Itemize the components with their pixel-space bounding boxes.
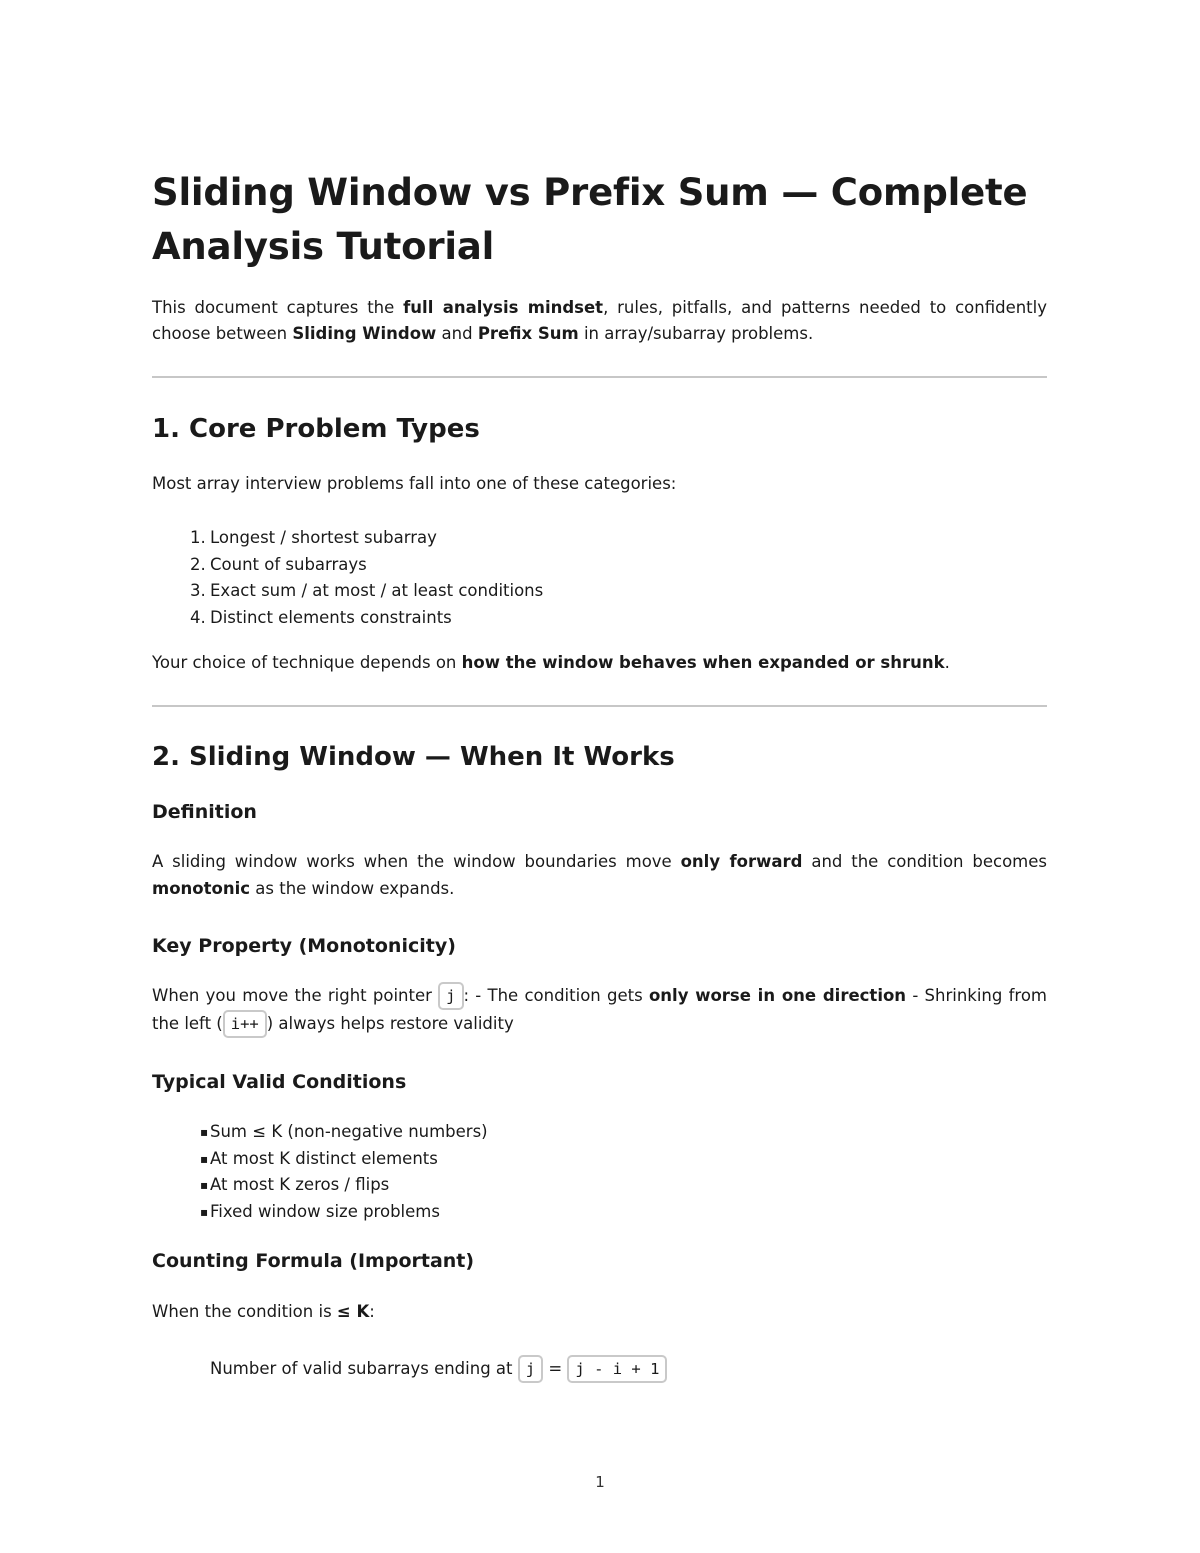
- list-item: ▪ Sum ≤ K (non-negative numbers): [152, 1119, 488, 1146]
- subsection-heading: Definition: [152, 801, 257, 823]
- horizontal-rule: [152, 705, 1047, 707]
- list-item: 3. Exact sum / at most / at least conditions: [190, 581, 544, 600]
- problem-types-list: [152, 525, 543, 631]
- inline-code: j: [518, 1355, 543, 1383]
- bold-text: Prefix Sum: [477, 324, 579, 343]
- inline-code: i++: [223, 1010, 267, 1038]
- subsection-heading: Counting Formula (Important): [152, 1250, 475, 1272]
- horizontal-rule: [152, 376, 1047, 378]
- bold-text: Sliding Window: [292, 324, 437, 343]
- bullet-icon: ▪: [200, 1204, 209, 1219]
- bold-text: monotonic: [152, 879, 251, 898]
- list-item: ▪ At most K zeros / flips: [152, 1172, 488, 1199]
- bold-text: full analysis mindset: [403, 298, 604, 317]
- list-item: 4. Distinct elements constraints: [190, 607, 452, 627]
- intro-paragraph: This document captures the full analysis mindset, rules, pitfalls, and patterns needed to confidently choose between Sliding Window and Prefix Sum in array/subarray problems.: [152, 298, 1048, 343]
- bold-text: how the window behaves when expanded or shrunk: [461, 653, 945, 672]
- list-item: ▪ At most K distinct elements: [152, 1146, 488, 1173]
- section-heading: 2. Sliding Window — When It Works: [152, 742, 675, 772]
- subsection-heading: Typical Valid Conditions: [152, 1071, 407, 1093]
- bold-text: only forward: [680, 852, 803, 871]
- bullet-icon: ▪: [200, 1178, 209, 1192]
- bold-text: only worse in one direction: [648, 986, 907, 1005]
- list-item: 2. Count of subarrays: [190, 554, 367, 574]
- subsection-heading: Key Property (Monotonicity): [152, 935, 456, 957]
- section-heading: 1. Core Problem Types: [152, 414, 480, 444]
- section1-closing: Your choice of technique depends on how the window behaves when expanded or shrunk.: [152, 653, 950, 672]
- list-item: 1. Longest / shortest subarray: [190, 528, 437, 547]
- counting-paragraph: When the condition is ≤ K:: [152, 1302, 375, 1321]
- bullet-icon: ▪: [200, 1125, 209, 1139]
- section1-lead: Most array interview problems fall into one of these categories:: [152, 474, 677, 493]
- inline-code: j: [438, 982, 463, 1010]
- list-item: ▪ Fixed window size problems: [152, 1199, 488, 1226]
- definition-paragraph: A sliding window works when the window boundaries move only forward and the condition becomes monotonic as the window expands.: [152, 852, 1047, 898]
- valid-conditions-list: [152, 1119, 488, 1225]
- page-number: 1: [595, 1473, 605, 1491]
- document-title: Sliding Window vs Prefix Sum — Complete Analysis Tutorial: [152, 171, 1028, 268]
- counting-formula: Number of valid subarrays ending at j = j - i + 1: [210, 1355, 667, 1383]
- key-property-paragraph: When you move the right pointer j : - The condition gets only worse in one direction - Shrinking from the left ( i++ ) always helps restore validity: [152, 982, 1047, 1038]
- inline-code: j - i + 1: [567, 1355, 667, 1383]
- bullet-icon: ▪: [200, 1151, 209, 1166]
- bold-text: ≤ K: [336, 1302, 370, 1321]
